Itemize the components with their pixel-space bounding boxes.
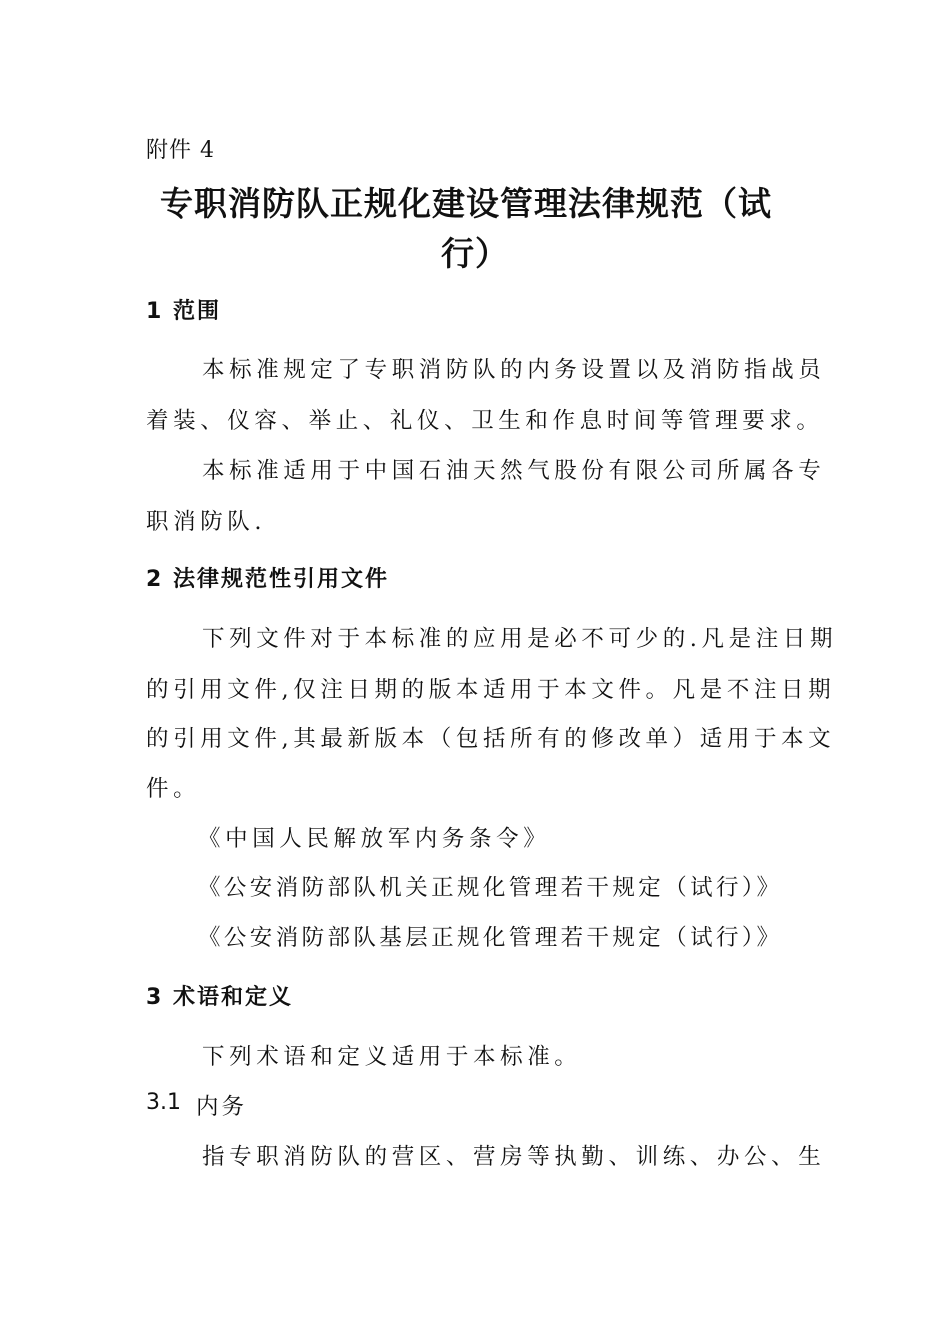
document-title-line-2: 行） <box>441 234 509 273</box>
attachment-label: 附件 4 <box>146 138 215 163</box>
reference-item: 《中国人民解放军内务条令》 <box>198 826 551 852</box>
subsection-3-1-number: 3.1 <box>146 1090 181 1115</box>
section-1-paragraph-1-line-2: 着装、仪容、举止、礼仪、卫生和作息时间等管理要求。 <box>146 408 824 434</box>
section-1-paragraph-2-line-1: 本标准适用于中国石油天然气股份有限公司所属各专 <box>202 458 826 484</box>
document-title-line-1: 专职消防队正规化建设管理法律规范（试 <box>160 184 772 223</box>
section-3-intro: 下列术语和定义适用于本标准。 <box>202 1044 582 1070</box>
section-1-heading: 1 范围 <box>146 299 221 324</box>
section-2-heading: 2 法律规范性引用文件 <box>146 567 389 592</box>
subsection-3-1-text-line-1: 指专职消防队的营区、营房等执勤、训练、办公、生 <box>202 1144 826 1170</box>
section-3-heading: 3 术语和定义 <box>146 985 293 1010</box>
section-2-paragraph-line-4: 件。 <box>146 776 201 802</box>
section-1-paragraph-1-line-1: 本标准规定了专职消防队的内务设置以及消防指战员 <box>202 357 826 383</box>
reference-item: 《公安消防部队基层正规化管理若干规定（试行）》 <box>198 925 783 951</box>
section-2-paragraph-line-2: 的引用文件,仅注日期的版本适用于本文件。凡是不注日期 <box>146 677 836 703</box>
section-1-paragraph-2-line-2: 职消防队. <box>146 509 267 535</box>
reference-item: 《公安消防部队机关正规化管理若干规定（试行）》 <box>198 875 783 901</box>
section-2-paragraph-line-3: 的引用文件,其最新版本（包括所有的修改单）适用于本文 <box>146 726 836 752</box>
section-2-paragraph-line-1: 下列文件对于本标准的应用是必不可少的.凡是注日期 <box>202 626 838 652</box>
subsection-3-1-label: 内务 <box>196 1094 248 1120</box>
